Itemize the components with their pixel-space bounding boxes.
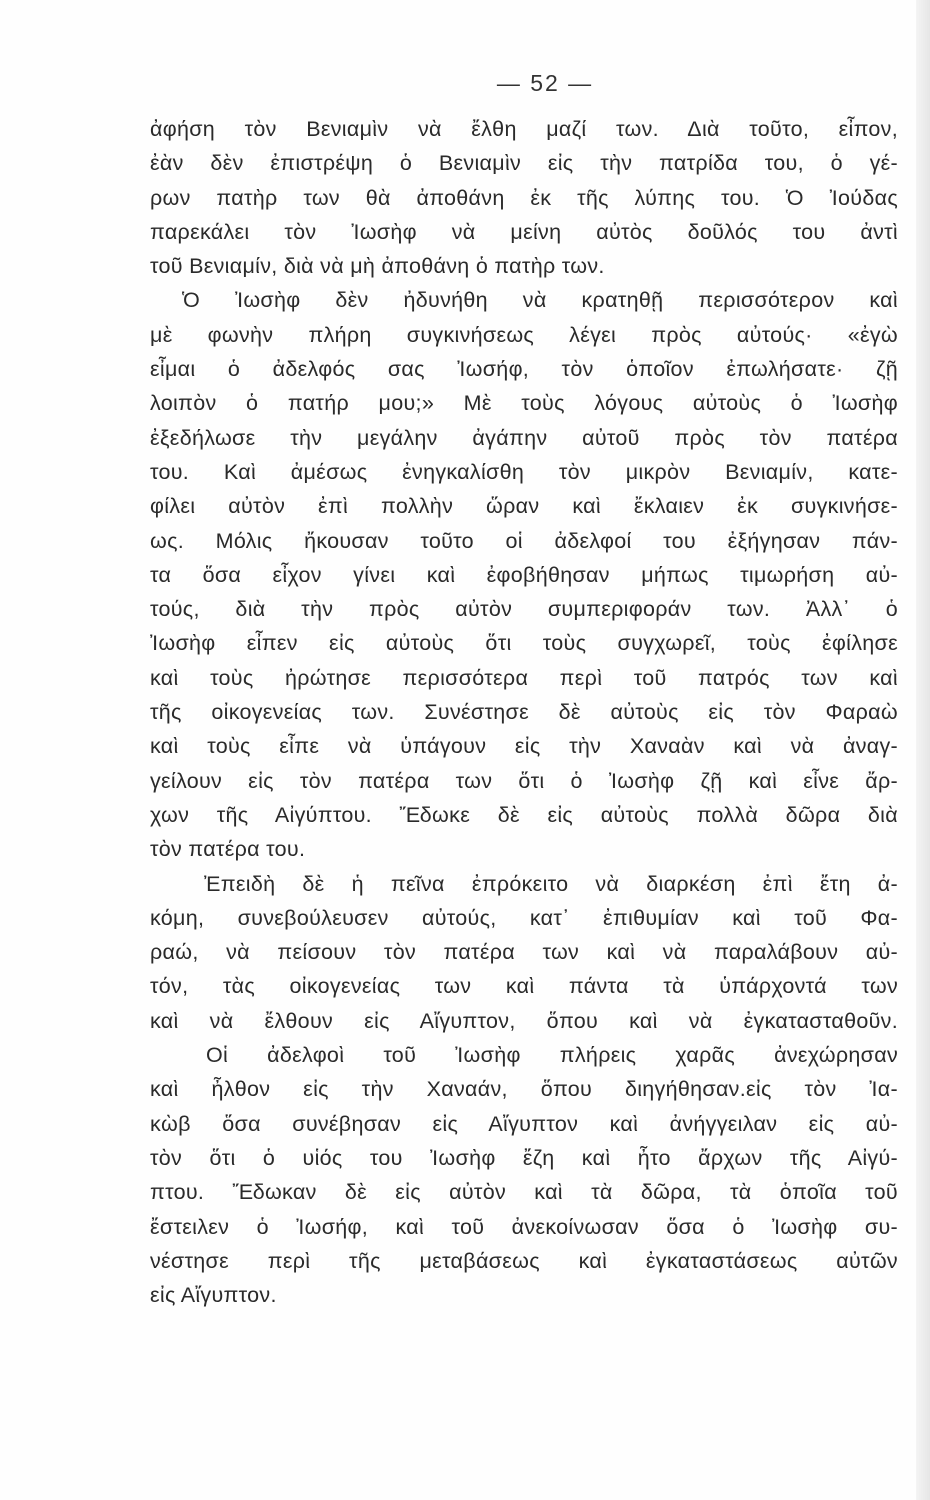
page-edge — [916, 0, 930, 1500]
text-line: κὼβ ὅσα συνέβησαν εἰς Αἴγυπτον καὶ ἀνήγγειλαν εἰς αὐ- — [150, 1111, 898, 1136]
text-line: ἔστειλεν ὁ Ἰωσήφ, καὶ τοῦ ἀνεκοίνωσαν ὅσα ὁ Ἰωσὴφ συ- — [150, 1214, 898, 1239]
paragraph-start-line: Ἐπειδὴ δὲ ἡ πεῖνα ἐπρόκειτο νὰ διαρκέση ἐπὶ ἔτη ἀ- — [204, 871, 898, 896]
text-line: καὶ ἦλθον εἰς τὴν Χαναάν, ὅπου διηγήθησαν.εἰς τὸν Ἰα- — [150, 1077, 898, 1102]
text-line: ως. Μόλις ἤκουσαν τοῦτο οἱ ἀδελφοί του ἐξήγησαν πάν- — [150, 528, 898, 553]
page-number: — 52 — — [496, 70, 594, 96]
text-line: τοῦ Βενιαμίν, διὰ νὰ μὴ ἀποθάνη ὁ πατὴρ των. — [150, 254, 605, 279]
text-line: εἰς Αἴγυπτον. — [150, 1283, 277, 1308]
text-line: καὶ τοὺς εἶπε νὰ ὑπάγουν εἰς τὴν Χαναὰν καὶ νὰ ἀναγ- — [150, 734, 898, 759]
text-line: του. Καὶ ἀμέσως ἐνηγκαλίσθη τὸν μικρὸν Βενιαμίν, κατε- — [150, 459, 898, 484]
text-line: ἐξεδήλωσε τὴν μεγάλην ἀγάπην αὐτοῦ πρὸς τὸν πατέρα — [150, 425, 898, 450]
text-line: λοιπὸν ὁ πατήρ μου;» Μὲ τοὺς λόγους αὐτοὺς ὁ Ἰωσὴφ — [150, 391, 898, 416]
body-text — [150, 112, 898, 1312]
text-line: μὲ φωνὴν πλήρη συγκινήσεως λέγει πρὸς αὐτούς· «ἐγὼ — [150, 322, 898, 347]
text-line: τόν, τὰς οἰκογενείας των καὶ πάντα τὰ ὑπάρχοντά των — [150, 974, 898, 999]
text-line: ἐὰν δὲν ἐπιστρέψη ὁ Βενιαμὶν εἰς τὴν πατρίδα του, ὁ γέ- — [150, 151, 898, 176]
paragraph-start-line: Ὁ Ἰωσὴφ δὲν ἠδυνήθη νὰ κρατηθῇ περισσότερον καὶ — [182, 288, 898, 313]
text-line: τὸν πατέρα του. — [150, 837, 306, 862]
text-line: ἀφήση τὸν Βενιαμὶν νὰ ἔλθη μαζί των. Διὰ τοῦτο, εἶπον, — [150, 117, 898, 141]
text-line: ραώ, νὰ πείσουν τὸν πατέρα των καὶ νὰ παραλάβουν αὐ- — [150, 940, 898, 965]
text-line: καὶ νὰ ἔλθουν εἰς Αἴγυπτον, ὅπου καὶ νὰ ἐγκατασταθοῦν. — [150, 1008, 898, 1033]
text-line: ρων πατὴρ των θὰ ἀποθάνη ἐκ τῆς λύπης του. Ὁ Ἰούδας — [150, 185, 898, 210]
text-line: πτου. Ἔδωκαν δὲ εἰς αὐτὸν καὶ τὰ δῶρα, τὰ ὁποῖα τοῦ — [150, 1180, 898, 1205]
text-line: γείλουν εἰς τὸν πατέρα των ὅτι ὁ Ἰωσὴφ ζῇ καὶ εἶνε ἄρ- — [150, 768, 898, 793]
text-line: τα ὅσα εἶχον γίνει καὶ ἐφοβήθησαν μήπως τιμωρήση αὐ- — [150, 562, 898, 587]
text-line: νέστησε περὶ τῆς μεταβάσεως καὶ ἐγκαταστάσεως αὐτῶν — [150, 1248, 898, 1273]
text-line: Ἰωσὴφ εἶπεν εἰς αὐτοὺς ὅτι τοὺς συγχωρεῖ, τοὺς ἐφίλησε — [150, 631, 898, 656]
text-line: τῆς οἰκογενείας των. Συνέστησε δὲ αὐτοὺς εἰς τὸν Φαραὼ — [150, 700, 898, 725]
text-line: τούς, διὰ τὴν πρὸς αὐτὸν συμπεριφοράν των. Ἀλλ᾽ ὁ — [150, 597, 898, 622]
text-line: κόμη, συνεβούλευσεν αὐτούς, κατ᾽ ἐπιθυμίαν καὶ τοῦ Φα- — [150, 905, 898, 930]
text-line: παρεκάλει τὸν Ἰωσὴφ νὰ μείνη αὐτὸς δοῦλός του ἀντὶ — [150, 219, 898, 244]
paragraph-start-line: Οἱ ἀδελφοὶ τοῦ Ἰωσὴφ πλήρεις χαρᾶς ἀνεχώρησαν — [206, 1043, 898, 1068]
text-line: εἶμαι ὁ ἀδελφός σας Ἰωσήφ, τὸν ὁποῖον ἐπωλήσατε· ζῇ — [150, 357, 898, 382]
text-line: φίλει αὐτὸν ἐπὶ πολλὴν ὥραν καὶ ἔκλαιεν ἐκ συγκινήσε- — [150, 494, 898, 519]
text-line: χων τῆς Αἰγύπτου. Ἔδωκε δὲ εἰς αὐτοὺς πολλὰ δῶρα διὰ — [150, 802, 898, 827]
text-line: τὸν ὅτι ὁ υἱός του Ἰωσὴφ ἔζη καὶ ἦτο ἄρχων τῆς Αἰγύ- — [150, 1145, 898, 1170]
text-line: καὶ τοὺς ἠρώτησε περισσότερα περὶ τοῦ πατρός των καὶ — [150, 665, 898, 690]
